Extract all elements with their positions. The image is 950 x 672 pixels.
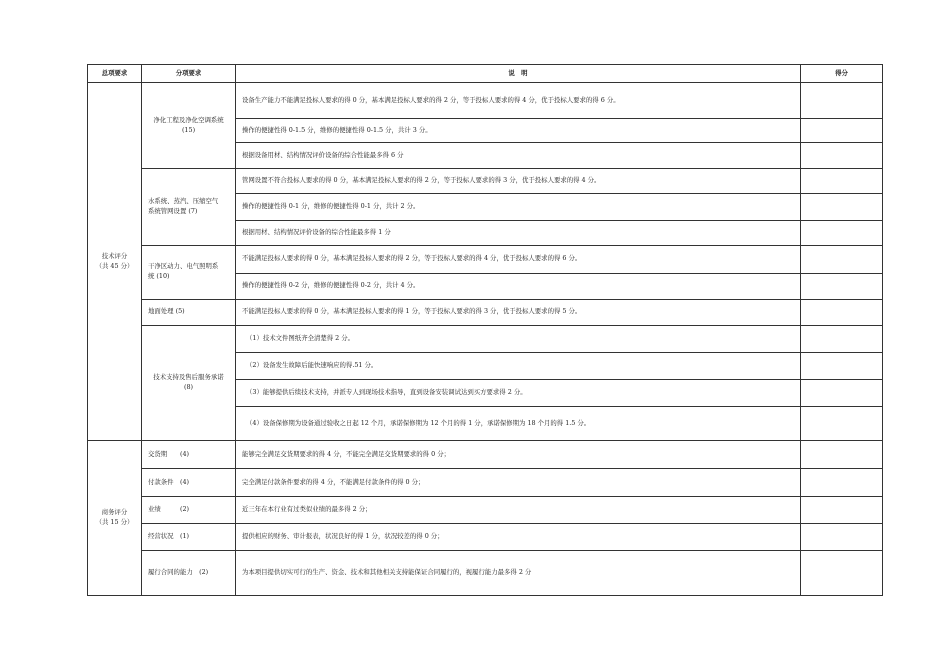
score-cell[interactable] (801, 299, 883, 325)
description-cell: （2）设备发生故障后能快速响应的得.51 分。 (236, 353, 801, 380)
description-cell: 操作的便捷性得 0-1 分，维修的便捷性得 0-1 分，共计 2 分。 (236, 194, 801, 220)
score-cell[interactable] (801, 220, 883, 245)
business-subtitle: （共 15 分） (95, 518, 134, 527)
sub-requirement-delivery: 交货期 (4) (142, 441, 236, 469)
score-cell[interactable] (801, 143, 883, 169)
description-cell: （3）能够提供后续技术支持，并派专人到现场技术指导，直到设备安装调试达到买方要求得 2 分。 (236, 380, 801, 407)
header-score: 得分 (801, 65, 883, 83)
sub-requirement-floor: 地面处理 (5) (142, 299, 236, 325)
description-cell: 完全满足付款条件要求的得 4 分，不能满足付款条件的得 0 分； (236, 469, 801, 496)
description-cell: 近三年在本行业有过类似业绩的最多得 2 分； (236, 496, 801, 523)
header-sub-requirement: 分项要求 (142, 65, 236, 83)
sub-requirement-support: 技术支持及售后服务承诺 (8) (142, 325, 236, 440)
score-cell[interactable] (801, 550, 883, 595)
score-cell[interactable] (801, 325, 883, 352)
score-cell[interactable] (801, 169, 883, 194)
table-row (88, 169, 883, 194)
score-cell[interactable] (801, 245, 883, 273)
score-cell[interactable] (801, 441, 883, 469)
description-cell: （4）设备保修期为设备通过验收之日起 12 个月，承诺保修期为 12 个月的得 1 分，承诺保修期为 18 个月的得 1.5 分。 (236, 407, 801, 441)
header-total-requirement: 总项要求 (88, 65, 142, 83)
technical-category-cell (88, 83, 142, 441)
score-cell[interactable] (801, 83, 883, 119)
score-cell[interactable] (801, 119, 883, 143)
score-cell[interactable] (801, 273, 883, 299)
sub-requirement-operations: 经营状况 (1) (142, 523, 236, 550)
table-row (88, 523, 883, 550)
description-cell: （1）技术文件图纸齐全清楚得 2 分。 (236, 325, 801, 352)
score-cell[interactable] (801, 469, 883, 496)
sub-requirement-piping: 水系统、蒸汽、压缩空气 系统管网设置 (7) (142, 169, 236, 245)
description-cell: 能够完全满足交货期要求的得 4 分，不能完全满足交货期要求的得 0 分； (236, 441, 801, 469)
business-title: 商务评分 (101, 508, 128, 517)
header-description: 说 明 (236, 65, 801, 83)
description-cell: 提供相应的财务、审计报表，状况良好的得 1 分，状况较差的得 0 分； (236, 523, 801, 550)
description-cell: 操作的便捷性得 0-2 分，维修的便捷性得 0-2 分，共计 4 分。 (236, 273, 801, 299)
table-row (88, 441, 883, 469)
score-cell[interactable] (801, 380, 883, 407)
score-cell[interactable] (801, 523, 883, 550)
business-category-cell (88, 441, 142, 596)
description-cell: 为本项目提供切实可行的生产、资金、技术和其他相关支持能保证合同履行的，视履行能力最多得 2 分 (236, 550, 801, 595)
sub-requirement-electrical: 干净区动力、电气照明系 统 (10) (142, 245, 236, 299)
sub-requirement-performance: 业绩 (2) (142, 496, 236, 523)
score-cell[interactable] (801, 496, 883, 523)
table-row (88, 245, 883, 273)
table-row (88, 325, 883, 352)
description-cell: 管网设置不符合投标人要求的得 0 分，基本满足投标人要求的得 2 分，等于投标人要求的得 3 分，优于投标人要求的得 4 分。 (236, 169, 801, 194)
score-cell[interactable] (801, 194, 883, 220)
header-row (88, 65, 883, 83)
description-cell: 操作的便捷性得 0-1.5 分，维修的便捷性得 0-1.5 分，共计 3 分。 (236, 119, 801, 143)
description-cell: 不能满足投标人要求的得 0 分，基本满足投标人要求的得 1 分，等于投标人要求的得 3 分，优于投标人要求的得 5 分。 (236, 299, 801, 325)
sub-requirement-contract-ability: 履行合同的能力 (2) (142, 550, 236, 595)
technical-title: 技术评分 (101, 251, 128, 260)
table-row (88, 469, 883, 496)
description-cell: 根据设备用材、结构情况评价设备的综合性能最多得 6 分 (236, 143, 801, 169)
sub-requirement-payment: 付款条件 (4) (142, 469, 236, 496)
table-row (88, 83, 883, 119)
table-row (88, 299, 883, 325)
table-row (88, 496, 883, 523)
description-cell: 根据用材、结构情况评价设备的综合性能最多得 1 分 (236, 220, 801, 245)
description-cell: 设备生产能力不能满足投标人要求的得 0 分，基本满足投标人要求的得 2 分，等于投标人要求的得 4 分，优于投标人要求的得 6 分。 (236, 83, 801, 119)
sub-requirement-cleanroom: 净化工程及净化空调系统 (15) (142, 83, 236, 169)
scoring-table (87, 64, 883, 596)
technical-subtitle: （共 45 分） (95, 261, 134, 270)
score-cell[interactable] (801, 353, 883, 380)
table-row (88, 550, 883, 595)
score-cell[interactable] (801, 407, 883, 441)
description-cell: 不能满足投标人要求的得 0 分，基本满足投标人要求的得 2 分，等于投标人要求的得 4 分，优于投标人要求的得 6 分。 (236, 245, 801, 273)
